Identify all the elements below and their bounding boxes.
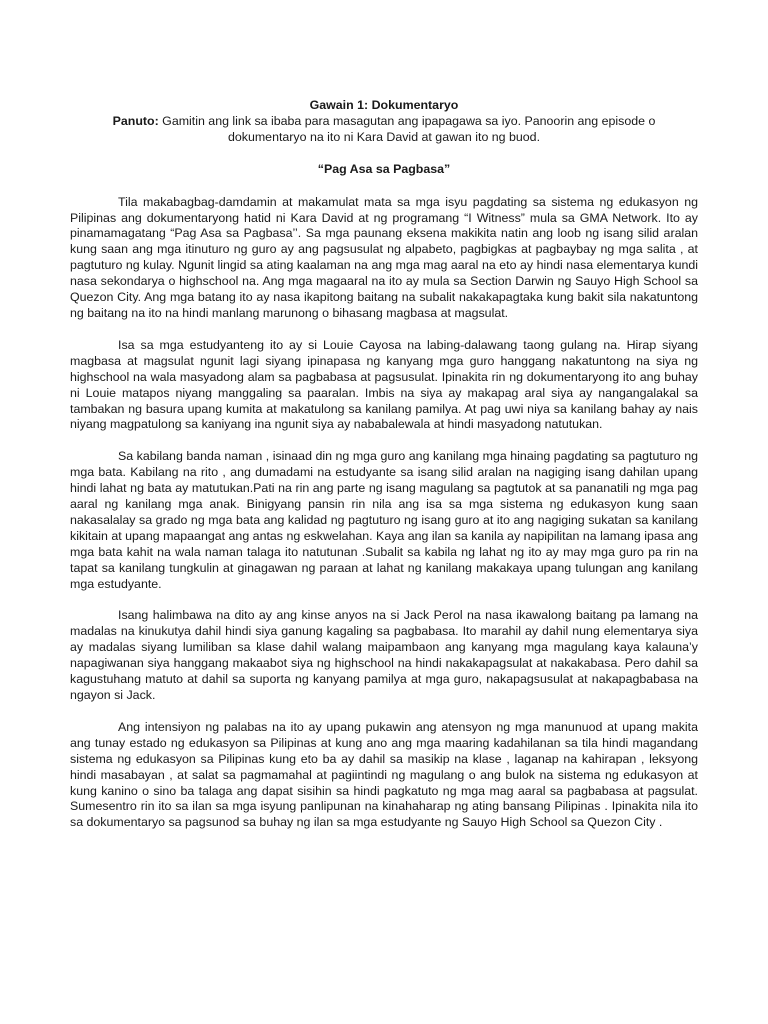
instructions-label: Panuto: xyxy=(112,113,159,128)
instructions-text: Gamitin ang link sa ibaba para masagutan ang ipapagawa sa iyo. Panoorin ang episode o dokumentaryo na ito ni Kara David at gawan ito ng buod. xyxy=(158,113,656,144)
body-paragraph-1: Tila makabagbag-damdamin at makamulat mata sa mga isyu pagdating sa sistema ng edukasyon ng Pilipinas ang dokumentaryong hatid ni Kara David at ng programang “I Witness” mula sa GMA Network. Ito ay pinamamagatang “Pag Asa sa Pagbasa’’. Sa mga paunang eksena makikita natin ang loob ng isang silid aralan kung saan ang mga itinuturo ng guro ay ang pagsusulat ng alpabeto, pagbigkas at pagbaybay ng mga salita , at pagtuturo ng kulay. Ngunit lingid sa ating kaalaman na ang mga mag aaral na eto ay hindi nasa elementarya kundi nasa sekondarya o highschool na. Ang mga magaaral na ito ay mula sa Section Darwin ng Sauyo High School sa Quezon City. Ang mga batang ito ay nasa ikapitong baitang na subalit nakakapagtaka kung bakit sila nakatuntong ng baitang na ito na hindi manlang marunong o bihasang magbasa at magsulat. xyxy=(70,194,698,320)
document-page xyxy=(70,98,698,847)
body-paragraph-5: Ang intensiyon ng palabas na ito ay upang pukawin ang atensyon ng mga manunuod at upang makita ang tunay estado ng edukasyon sa Pilipinas at kung ano ang mga maaring kadahilanan sa tila hindi magandang sistema ng edukasyon sa Pilipinas kung eto ba ay dahil sa masikip na klase , laganap na kahirapan , leksyong hindi masabayan , at salat sa pagmamahal at pagiintindi ng magulang o ang bulok na sistema ng edukasyon at kung kanino o sino ba talaga ang dapat sisihin sa hindi pagkatuto ng mga mag aaral sa pagbabasa at pagsulat. Sumesentro rin ito sa ilan sa mga isyung panlipunan na kinahaharap ng ating bansang Pilipinas . Ipinakita nila ito sa dokumentaryo sa pagsunod sa buhay ng ilan sa mga estudyante ng Sauyo High School sa Quezon City . xyxy=(70,719,698,830)
instructions xyxy=(70,114,698,146)
body-paragraph-4: Isang halimbawa na dito ay ang kinse anyos na si Jack Perol na nasa ikawalong baitang pa lamang na madalas na kinukutya dahil hindi siya ganung kagaling sa pagbabasa. Ito marahil ay dahil nung elementarya siya ay madalas siyang lumiliban sa klase dahil walang maipambaon ang kanyang mga magulang kaya kalauna’y napagiwanan siya hanggang makaabot siya ng highschool na hindi nakakapagsulat at nakakabasa. Pero dahil sa kagustuhang matuto at dahil sa suporta ng kanyang pamilya at mga guro, nakapagsusulat at nakapagbabasa na ngayon si Jack. xyxy=(70,608,698,702)
documentary-title: “Pag Asa sa Pagbasa” xyxy=(317,161,451,176)
body-paragraph-2: Isa sa mga estudyanteng ito ay si Louie Cayosa na labing-dalawang taong gulang na. Hirap siyang magbasa at magsulat ngunit lagi siyang ipinapasa ng kanyang mga guro hanggang nakatuntong na siya ng highschool na wala masyadong alam sa pagbabasa at pagsusulat. Ipinakita rin ng dokumentaryong ito ang buhay ni Louie matapos niyang manggaling sa paaralan. Imbis na siya ay makapag aral siya ay nangangalakal sa tambakan ng basura upang kumita at makatulong sa kanilang pamilya. At pag uwi niya sa kanilang bahay ay nais niyang magpatulong sa kaniyang ina ngunit siya ay nababalewala at hindi masyadong natutukan. xyxy=(70,337,698,432)
document-heading: Gawain 1: Dokumentaryo xyxy=(309,98,459,112)
body-paragraph-3: Sa kabilang banda naman , isinaad din ng mga guro ang kanilang mga hinaing pagdating sa pagtuturo ng mga bata. Kabilang na rito , ang dumadami na estudyante sa isang silid aralan na nagiging isang dahilan upang hindi lahat ng bata ay matutukan.Pati na rin ang parte ng isang magulang sa pagtutok at sa pananatili ng mga pag aaral ng kanilang mga anak. Binigyang pansin rin nila ang isa sa mga sistema ng edukasyon kung saan nakasalalay sa grado ng mga bata ang kalidad ng pagtuturo ng isang guro at ito ang nagiging sukatan sa kanilang kikitain at upang mapaangat ang antas ng eskwelahan. Kaya ang ilan sa kanila ay napipilitan na lamang ipasa ang mga bata kahit na wala naman talaga ito natutunan .Subalit sa kabila ng lahat ng ito ay may mga guro pa rin na tapat sa kanilang tungkulin at ginagawan ng paraan at lahat ng kanilang makakaya upang tulungan ang kanilang mga estudyante. xyxy=(70,449,698,591)
